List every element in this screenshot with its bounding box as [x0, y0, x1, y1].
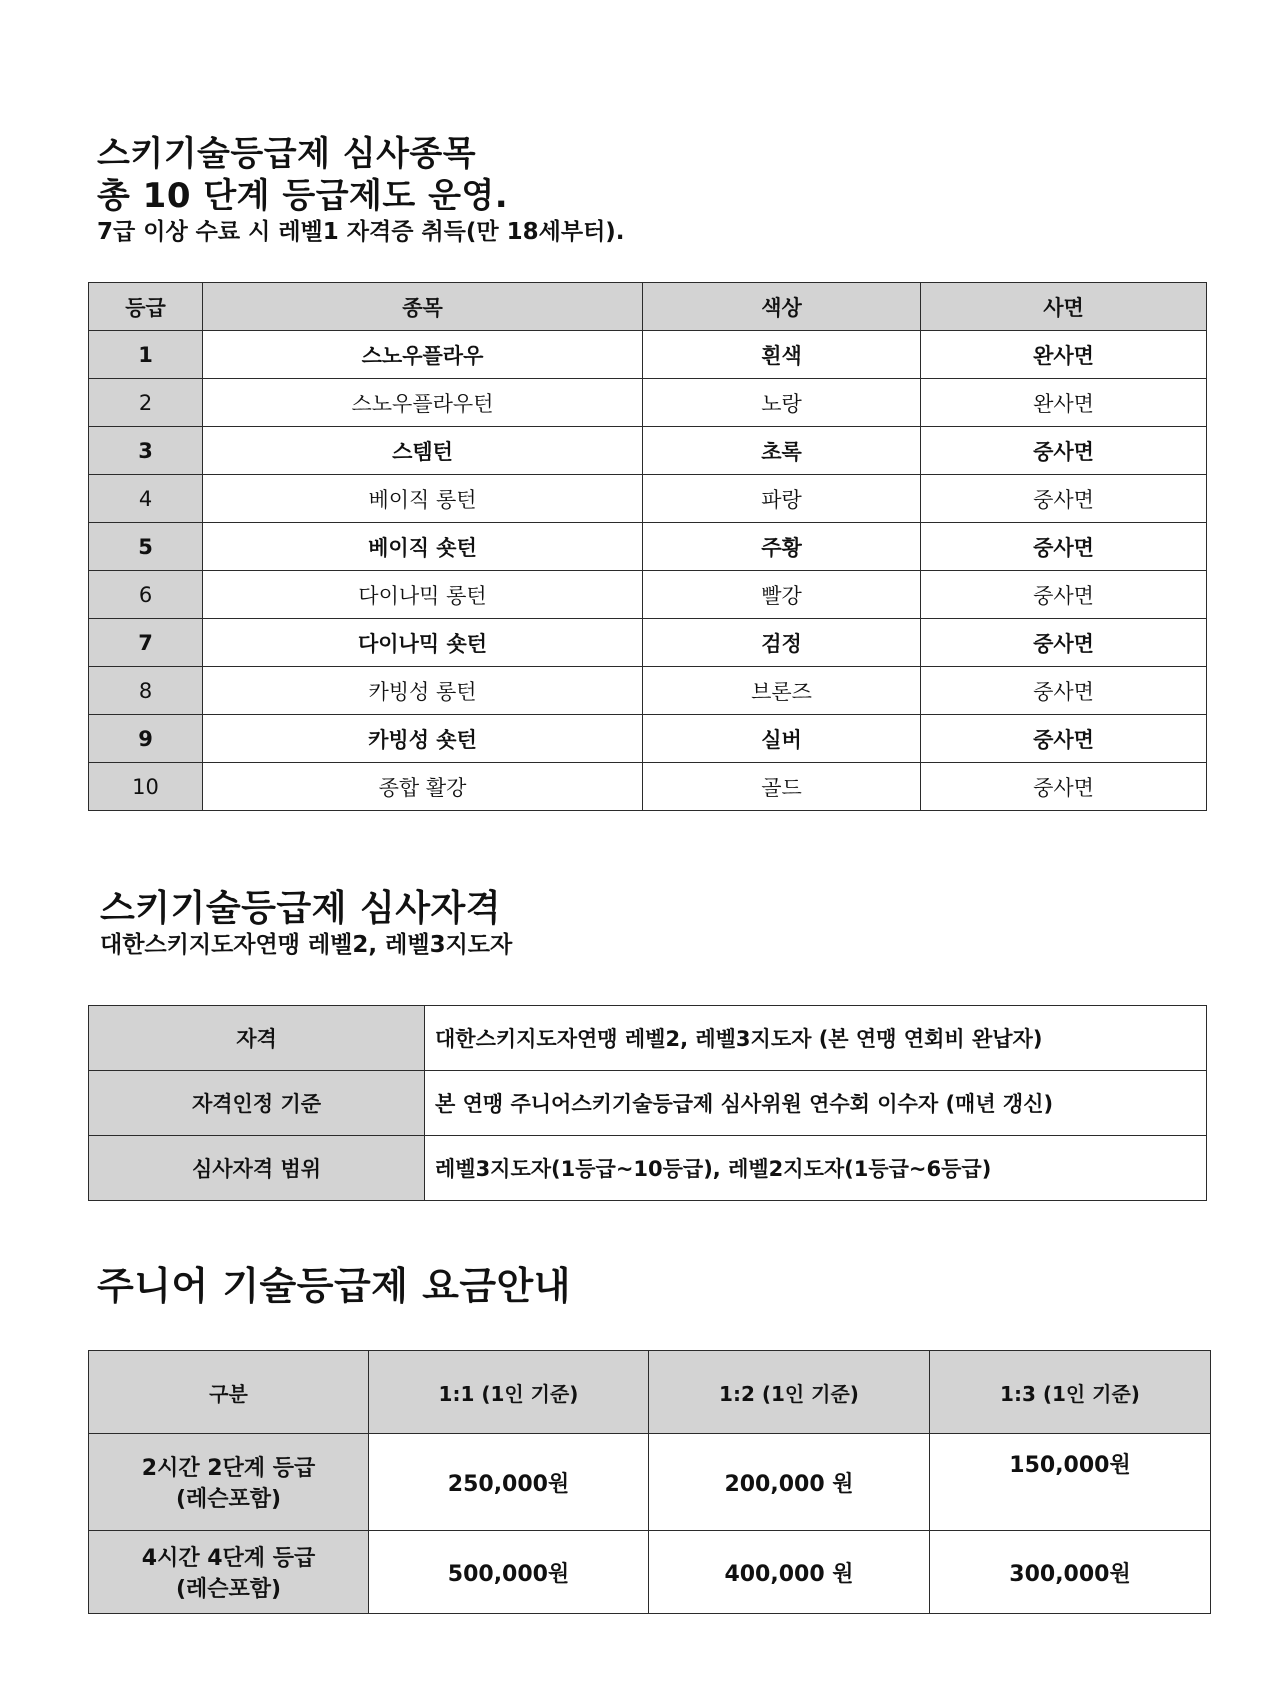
table-row [89, 571, 1207, 619]
row-label-line1: 4시간 4단계 등급 [141, 1546, 316, 1571]
header-event: 종목 [203, 283, 643, 331]
table-row [89, 619, 1207, 667]
header-category: 구분 [89, 1351, 369, 1434]
row-color: 초록 [643, 427, 921, 475]
row-color: 빨강 [643, 571, 921, 619]
row-level: 3 [89, 427, 203, 475]
row-color: 검정 [643, 619, 921, 667]
row-label [89, 1434, 369, 1531]
row-slope: 중사면 [921, 523, 1207, 571]
row-level: 9 [89, 715, 203, 763]
row-slope: 중사면 [921, 715, 1207, 763]
section1-heading [97, 133, 625, 247]
qualification-table [88, 1005, 1207, 1201]
header-color: 색상 [643, 283, 921, 331]
section1-title2: 총 10 단계 등급제도 운영. [97, 176, 509, 216]
row-level: 10 [89, 763, 203, 811]
section1-title1: 스키기술등급제 심사종목 [97, 134, 477, 174]
section2-heading [100, 888, 512, 960]
header-level: 등급 [89, 283, 203, 331]
row-slope: 중사면 [921, 667, 1207, 715]
row-color: 노랑 [643, 379, 921, 427]
price-1to3: 300,000원 [930, 1531, 1211, 1614]
row-value: 대한스키지도자연맹 레벨2, 레벨3지도자 (본 연맹 연회비 완납자) [425, 1006, 1207, 1071]
section3-title: 주니어 기술등급제 요금안내 [97, 1264, 571, 1308]
table-row [89, 1531, 1211, 1614]
row-label-line1: 2시간 2단계 등급 [141, 1456, 316, 1481]
row-slope: 중사면 [921, 619, 1207, 667]
table-row [89, 1136, 1207, 1201]
header-1to1: 1:1 (1인 기준) [369, 1351, 649, 1434]
row-event: 스노우플라우 [203, 331, 643, 379]
row-value: 레벨3지도자(1등급~10등급), 레벨2지도자(1등급~6등급) [425, 1136, 1207, 1201]
table-row [89, 1006, 1207, 1071]
price-1to2: 400,000 원 [649, 1531, 930, 1614]
row-slope: 중사면 [921, 427, 1207, 475]
price-1to3: 150,000원 [930, 1434, 1211, 1531]
section2-title: 스키기술등급제 심사자격 [100, 888, 502, 929]
row-event: 종합 활강 [203, 763, 643, 811]
row-value: 본 연맹 주니어스키기술등급제 심사위원 연수회 이수자 (매년 갱신) [425, 1071, 1207, 1136]
row-color: 파랑 [643, 475, 921, 523]
table-header-row [89, 1351, 1211, 1434]
row-color: 실버 [643, 715, 921, 763]
price-1to1: 500,000원 [369, 1531, 649, 1614]
price-1to2: 200,000 원 [649, 1434, 930, 1531]
row-label: 자격인정 기준 [89, 1071, 425, 1136]
row-level: 1 [89, 331, 203, 379]
row-event: 다이나믹 롱턴 [203, 571, 643, 619]
row-level: 7 [89, 619, 203, 667]
table-row [89, 763, 1207, 811]
row-level: 4 [89, 475, 203, 523]
table-row [89, 475, 1207, 523]
row-event: 베이직 롱턴 [203, 475, 643, 523]
table-header-row [89, 283, 1207, 331]
row-color: 주황 [643, 523, 921, 571]
header-1to2: 1:2 (1인 기준) [649, 1351, 930, 1434]
row-event: 카빙성 숏턴 [203, 715, 643, 763]
price-1to1: 250,000원 [369, 1434, 649, 1531]
row-label-line2: (레슨포함) [175, 1487, 282, 1512]
row-label-line2: (레슨포함) [175, 1577, 282, 1602]
section2-subtitle: 대한스키지도자연맹 레벨2, 레벨3지도자 [100, 932, 513, 958]
row-color: 골드 [643, 763, 921, 811]
row-event: 베이직 숏턴 [203, 523, 643, 571]
table-row [89, 1071, 1207, 1136]
row-label: 자격 [89, 1006, 425, 1071]
section1-subtitle: 7급 이상 수료 시 레벨1 자격증 취득(만 18세부터). [97, 219, 625, 245]
row-label: 심사자격 범위 [89, 1136, 425, 1201]
section3-heading [97, 1262, 571, 1310]
row-level: 6 [89, 571, 203, 619]
table-row [89, 427, 1207, 475]
grade-events-table [88, 282, 1207, 811]
row-level: 5 [89, 523, 203, 571]
row-event: 스노우플라우턴 [203, 379, 643, 427]
row-slope: 중사면 [921, 763, 1207, 811]
row-slope: 완사면 [921, 379, 1207, 427]
row-level: 8 [89, 667, 203, 715]
row-color: 흰색 [643, 331, 921, 379]
row-event: 다이나믹 숏턴 [203, 619, 643, 667]
row-color: 브론즈 [643, 667, 921, 715]
row-slope: 중사면 [921, 475, 1207, 523]
row-level: 2 [89, 379, 203, 427]
table-row [89, 523, 1207, 571]
row-slope: 중사면 [921, 571, 1207, 619]
fee-table [88, 1350, 1211, 1614]
table-row [89, 331, 1207, 379]
header-slope: 사면 [921, 283, 1207, 331]
header-1to3: 1:3 (1인 기준) [930, 1351, 1211, 1434]
table-row [89, 1434, 1211, 1531]
row-slope: 완사면 [921, 331, 1207, 379]
table-row [89, 715, 1207, 763]
table-row [89, 379, 1207, 427]
row-event: 스템턴 [203, 427, 643, 475]
row-event: 카빙성 롱턴 [203, 667, 643, 715]
table-row [89, 667, 1207, 715]
row-label [89, 1531, 369, 1614]
